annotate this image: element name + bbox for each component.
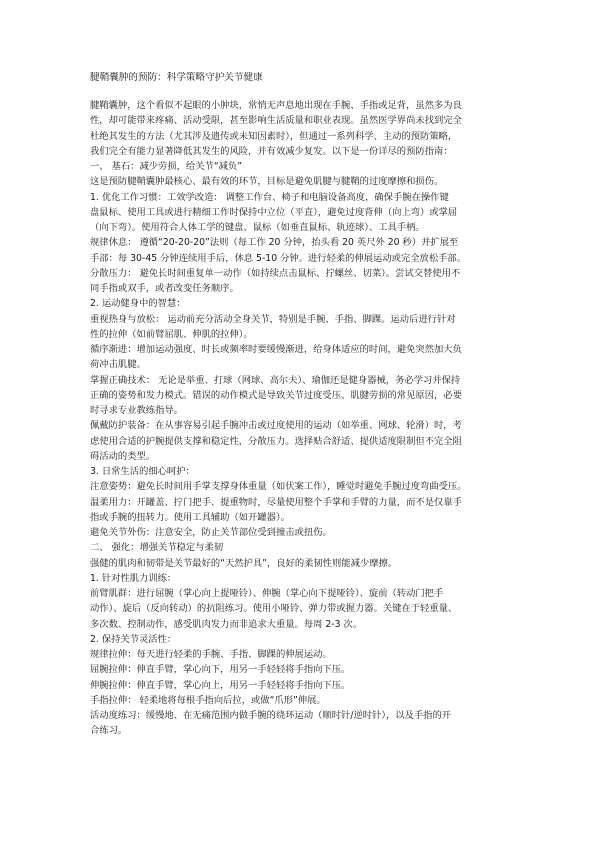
body-line: 避免关节外伤：注意安全，防止关节部位受到撞击或扭伤。 <box>90 527 332 538</box>
body-line: 同手指或双手，或者改变任务顺序。 <box>90 283 239 294</box>
body-line: 强健的肌肉和韧带是关节最好的“天然护具”，良好的柔韧性则能减少摩擦。 <box>90 557 398 569</box>
body-line: 分散压力： 避免长时间重复单一动作（如持续点击鼠标、拧螺丝、切菜）。尝试交替使用不 <box>90 267 461 279</box>
body-line: 前臂肌群：进行屈腕（掌心向上提哑铃）、伸腕（掌心向下提哑铃）、旋前（转动门把手 <box>90 588 444 599</box>
body-line: 循序渐进：增加运动强度、时长或频率时要缓慢渐进，给身体适应的时间，避免突然加大负 <box>90 344 462 355</box>
body-line: 腱鞘囊肿，这个看似不起眼的小肿块，常悄无声息地出现在手腕、手指或足背，虽然多为良 <box>90 100 462 111</box>
body-line: 1. 针对性肌力训练： <box>90 572 177 584</box>
body-line: 性的拉伸（如前臂屈肌、伸肌的拉伸）。 <box>90 328 253 340</box>
document-title: 腱鞘囊肿的预防：科学策略守护关节健康 <box>90 72 263 83</box>
body-line: 碍活动的类型。 <box>90 450 156 462</box>
body-line: 掌握正确技术： 无论是举重、打球（网球、高尔夫）、瑜伽还是健身器械，务必学习并保持 <box>90 374 461 386</box>
body-line: 合练习。 <box>90 725 128 737</box>
body-line: 活动度练习：缓慢地、在无痛范围内做手腕的绕环运动（顺时针/逆时针），以及手指的开 <box>90 710 452 721</box>
body-line: 性，却可能带来疼痛、活动受限，甚至影响生活质量和职业表现。虽然医学界尚未找到完全 <box>90 115 462 127</box>
body-line: 手部：每 30-45 分钟连续用手后，休息 5-10 分钟。进行轻柔的伸展运动或完全放松手部。 <box>90 252 467 264</box>
body-line: 多次数、控制动作，感受肌肉发力而非追求大重量。每周 2-3 次。 <box>90 618 363 630</box>
body-line: 二、 强化：增强关节稳定与柔韧 <box>90 542 224 554</box>
body-line: 规律拉伸：每天进行轻柔的手腕、手指、脚踝的伸展运动。 <box>90 649 332 660</box>
body-line: 正确的姿势和发力模式。错误的动作模式是导致关节过度受压、肌腱劳损的常见原因，必要 <box>90 389 462 401</box>
body-line: 虑使用合适的护腕提供支撑和稳定性，分散压力。选择贴合舒适、提供适度限制但不完全阻 <box>90 435 462 447</box>
body-line: 2. 保持关节灵活性： <box>90 633 177 645</box>
body-line: 时寻求专业教练指导。 <box>90 405 183 416</box>
body-line: 伸腕拉伸：伸直手臂，掌心向上，用另一手轻轻将手指向下压。 <box>90 679 351 691</box>
body-line: 指或手腕的扭转力。使用工具辅助（如开罐器）。 <box>90 511 290 523</box>
body-line: 手指拉伸： 轻柔地将每根手指向后拉，或做“爪形”伸展。 <box>90 694 326 706</box>
body-line: 盘鼠标、使用工具或进行精细工作时保持中立位（平直），避免过度背伸（向上弯）或掌屈 <box>90 206 458 218</box>
body-line: 一、 基石：减少劳损，给关节“减负” <box>90 161 243 172</box>
body-line: 1. 优化工作习惯：工效学改造： 调整工作台、椅子和电脑设备高度，确保手腕在操作键 <box>90 191 449 203</box>
body-line: 重视热身与放松： 运动前充分活动全身关节，特别是手腕、手指、脚踝。运动后进行针对 <box>90 313 456 325</box>
body-line: 荷冲击肌腱。 <box>90 359 146 371</box>
body-line: 我们完全有能力显著降低其发生的风险，并有效减少复发。以下是一份详尽的预防指南： <box>90 145 453 157</box>
body-line: 2. 运动健身中的智慧： <box>90 298 186 310</box>
body-line: （向下弯）。使用符合人体工学的键盘、鼠标（如垂直鼠标、轨迹球）、工具手柄。 <box>90 222 425 233</box>
body-line: 温柔用力：开罐盖、拧门把手、提重物时，尽量使用整个手掌和手臂的力量，而不是仅靠手 <box>90 496 462 508</box>
body-line: 规律休息： 遵循“20-20-20”法则（每工作 20 分钟，抬头看 20 英尺外 20 秒）并扩展至 <box>90 237 459 249</box>
body-line: 这是预防腱鞘囊肿最核心、最有效的环节，目标是避免肌腱与腱鞘的过度摩擦和损伤。 <box>90 176 444 188</box>
body-line: 注意姿势：避免长时间用手掌支撑身体重量（如伏案工作），睡觉时避免手腕过度弯曲受压。 <box>90 481 467 493</box>
body-line: 屈腕拉伸：伸直手臂，掌心向下，用另一手轻轻将手指向下压。 <box>90 664 351 676</box>
body-line: 佩戴防护装备：在从事容易引起手腕冲击或过度使用的运动（如举重、网球、轮滑）时，考 <box>90 420 462 432</box>
body-line: 杜绝其发生的方法（尤其涉及遗传或未知因素时），但通过一系列科学、主动的预防策略， <box>90 130 458 142</box>
body-line: 动作）、旋后（反向转动）的抗阻练习。使用小哑铃、弹力带或握力器。关键在于轻重量、 <box>90 603 458 615</box>
body-line: 3. 日常生活的细心呵护： <box>90 466 195 477</box>
